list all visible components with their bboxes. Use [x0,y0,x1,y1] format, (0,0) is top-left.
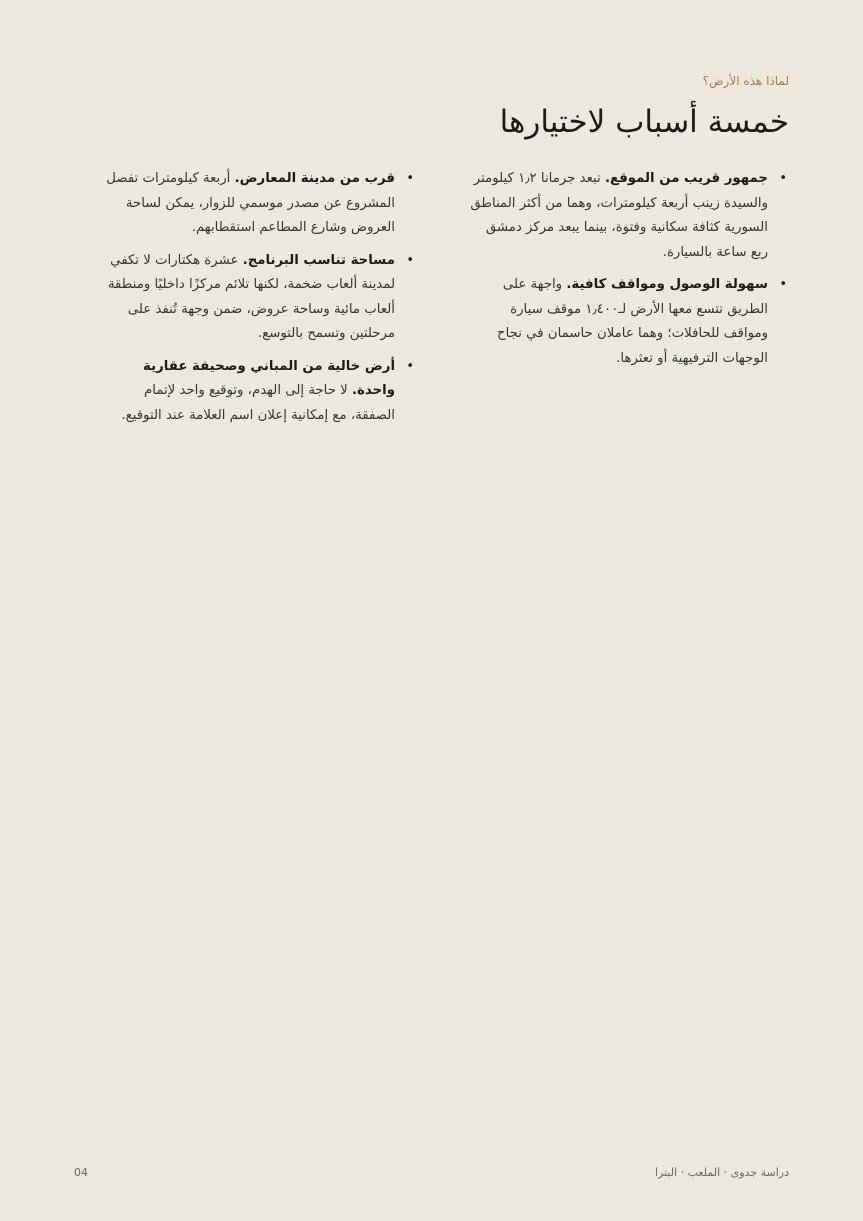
reason-text: أربعة كيلومترات تفصل المشروع عن مصدر موسمي للزوار، يمكن لساحة العروض وشارع المطاعم استقطابهم. [106,171,395,235]
bullet-icon: • [406,171,414,186]
reason-text: تبعد جرمانا ١٫٢ كيلومتر والسيدة زينب أربعة كيلومترات، وهما من أكثر المناطق السورية كثافة سكانية وفتوة، بينما يبعد مركز دمشق ربع ساعة بالسيارة. [470,171,768,260]
reason-lead: مساحة تناسب البرنامج. [242,252,395,268]
page-title: خمسة أسباب لاختيارها [499,104,789,140]
footer-document-label: دراسة جدوى · الملعب · البترا [654,1166,789,1179]
reason-lead: جمهور قريب من الموقع. [604,171,768,186]
reason-item [96,167,416,241]
reason-lead: سهولة الوصول ومواقف كافية. [566,277,768,292]
reason-text: عشرة هكتارات لا تكفي لمدينة ألعاب ضخمة، لكنها تلائم مركزًا داخليًا ومنطقة ألعاب مائية وساحة عروض، ضمن وجهة تُنفذ على مرحلتين وتسمح بالتوسع. [107,252,395,341]
bullet-icon: • [406,358,414,374]
reason-item [469,167,789,265]
bullet-icon: • [779,171,787,186]
reasons-column-right [469,167,789,379]
reason-item [96,249,416,347]
reason-lead: قرب من مدينة المعارض. [234,171,395,186]
reasons-column-left [96,167,416,436]
section-kicker: لماذا هذه الأرض؟ [702,74,789,88]
footer-page-number: 04 [74,1166,88,1179]
reason-text: واجهة على الطريق تتسع معها الأرض لـ١٫٤٠٠ موقف سيارة ومواقف للحافلات؛ وهما عاملان حاسمان في نجاح الوجهات الترفيهية أو تعثرها. [497,277,768,366]
reason-item [469,273,789,371]
reason-text: لا حاجة إلى الهدم، وتوقيع واحد لإتمام الصفقة، مع إمكانية إعلان اسم العلامة عند التوقيع. [121,383,395,423]
reason-lead: أرض خالية من المباني وصحيفة عقارية واحدة. [143,358,395,398]
reason-item [96,355,416,429]
bullet-icon: • [779,277,787,292]
bullet-icon: • [406,252,414,268]
